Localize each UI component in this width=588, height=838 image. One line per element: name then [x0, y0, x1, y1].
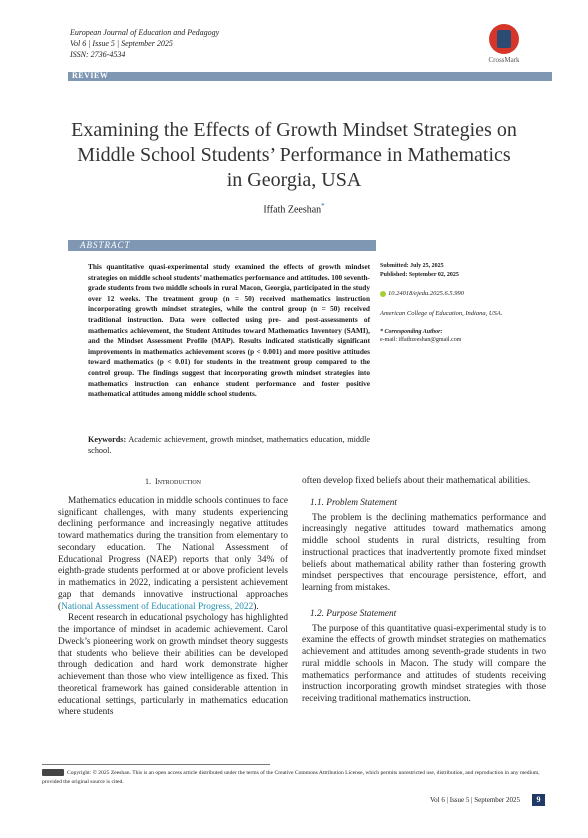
section-number: 1.	[145, 477, 151, 486]
section-type-bar	[68, 72, 552, 81]
section-heading-introduction	[58, 476, 288, 488]
abstract-label: ABSTRACT	[80, 240, 131, 250]
problem-statement-text: The problem is the declining mathematics performance and increasingly negative attitudes toward mathematics among middle school students in rural districts, resulting from instructional practices that inadvertently promote fixed mindset beliefs about mathematical ability rather than fostering growth mindset perspectives that encourage persistence, effort, and learning from mistakes.	[302, 512, 546, 593]
citation-link[interactable]: National Assessment of Educational Progress, 2022	[61, 601, 254, 612]
author-name: Iffath Zeeshan	[263, 204, 322, 216]
author-mark: *	[321, 202, 325, 210]
abstract-text: This quantitative quasi-experimental study examined the effects of growth mindset strategies on middle school students’ mathematics performance and attitudes. 100 seventh-grade students from two middle schools in rural Macon, Georgia, participated in the study over 12 weeks. The treatment group (n = 50) received mathematics instruction incorporating growth mindset strategies, while the control group (n = 50) received traditional instruction. Data were collected using pre- and post-assessments of mathematics achievement, the Student Attitudes toward Mathematics Inventory (SAMI), and the Mindset Assessment Profile (MAP). Results indicated statistically significant improvements in mathematics achievement scores (p < 0.001) and more positive attitudes toward mathematics (p < 0.01) for students in the treatment group compared to the control group. The findings suggest that incorporating growth mindset strategies into mathematics instruction can enhance student performance and foster positive mathematical attitudes among middle school students.	[88, 262, 370, 399]
copyright-text: Copyright: © 2025 Zeeshan. This is an open access article distributed under the terms of the Creative Commons Attribution License, which permits unrestricted use, distribution, and reproduction in any medium, provided the original source is cited.	[42, 770, 540, 785]
keywords	[88, 434, 370, 456]
copyright-note	[42, 769, 552, 787]
submitted-date: Submitted: July 25, 2025	[380, 263, 444, 269]
journal-issue: Vol 6 | Issue 5 | September 2025	[70, 39, 173, 48]
column-right	[302, 476, 546, 706]
doi-line[interactable]	[380, 289, 530, 299]
page-footer: Vol 6 | Issue 5 | September 2025	[430, 796, 520, 804]
doi-icon	[380, 291, 386, 297]
crossmark-badge[interactable]	[480, 24, 528, 72]
subheading-purpose-statement: 1.2. Purpose Statement	[310, 608, 397, 619]
published-date: Published: September 02, 2025	[380, 271, 459, 278]
intro-p1-text: Mathematics education in middle schools continues to face significant challenges, with many students experiencing declining performance and increasingly negative attitudes toward mathematics during the transition from elementary to secondary education. The National Assessment of Educational Progress (NAEP) reports that only 34% of eighth-grade students performed at or above proficient levels in mathematics in 2022, indicating a persistent achievement gap that demands innovative instructional approaches (	[58, 495, 288, 612]
subheading-problem-statement: 1.1. Problem Statement	[310, 497, 397, 508]
journal-name: European Journal of Education and Pedagogy	[70, 28, 220, 37]
keywords-label: Keywords:	[88, 435, 127, 444]
keywords-text: Academic achievement, growth mindset, mathematics education, middle school.	[88, 435, 370, 455]
crossmark-label: CrossMark	[488, 56, 520, 64]
author-line	[70, 202, 518, 215]
journal-header	[70, 27, 219, 60]
section-title: Introduction	[155, 477, 201, 486]
journal-issn: ISSN: 2736-4534	[70, 50, 126, 59]
doi-text[interactable]: 10.24018/ejedu.2025.6.5.990	[388, 290, 465, 297]
crossmark-icon	[489, 24, 519, 54]
column-left	[58, 476, 288, 719]
section-type-label: REVIEW	[72, 71, 109, 80]
intro-paragraph-2-cont: often develop fixed beliefs about their mathematical abilities.	[302, 476, 531, 486]
corresponding-email[interactable]: e-mail: iffathzeeshan@gmail.com	[380, 337, 462, 343]
intro-paragraph-2: Recent research in educational psychology has highlighted the importance of mindset in academic achievement. Carol Dweck’s pioneering work on growth mindset theory suggests that students who believe their abilities can be developed through dedication and hard work demonstrate higher achievement than those who view intelligence as fixed. This theoretical framework has gained considerable attention in educational settings, particularly in mathematics education where students	[58, 613, 288, 718]
footnote-rule	[42, 764, 270, 765]
cc-license-icon[interactable]	[42, 769, 64, 776]
intro-p1-end: ).	[253, 601, 259, 612]
paper-title: Examining the Effects of Growth Mindset Strategies on Middle School Students’ Performance in Mathematics in Georgia, USA	[71, 119, 517, 191]
article-info	[380, 262, 530, 345]
intro-paragraph-1	[58, 496, 288, 614]
corresponding-label: * Corresponding Author:	[380, 328, 443, 335]
affiliation: American College of Education, Indiana, USA.	[380, 309, 503, 317]
page-number: 9	[532, 794, 545, 806]
purpose-statement-text: The purpose of this quantitative quasi-experimental study is to examine the effects of growth mindset strategies on mathematics achievement and attitudes among seventh-grade students in two rural middle schools in Macon. The study will compare the mathematics performance and attitudes of students receiving instruction incorporating growth mindset strategies with those receiving traditional mathematics instruction.	[302, 623, 546, 704]
